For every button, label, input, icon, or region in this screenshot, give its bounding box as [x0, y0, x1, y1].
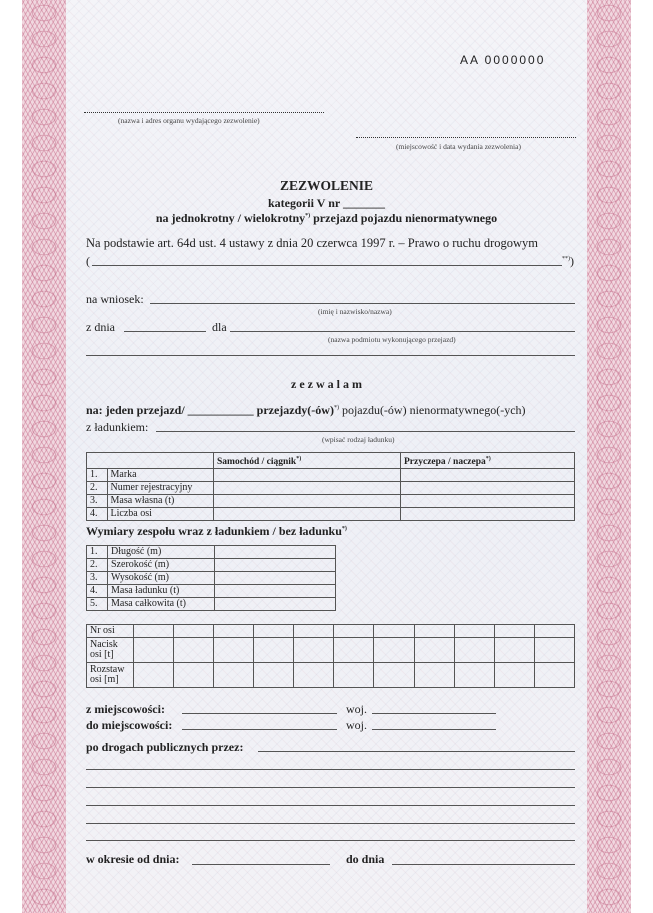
from-voivodeship-field[interactable] — [372, 713, 496, 714]
table-row: 1. Marka — [87, 469, 575, 482]
roads-label: po drogach publicznych przez: — [86, 740, 244, 754]
table-row: 4. Masa ładunku (t) — [87, 585, 336, 598]
to-voivodeship-field[interactable] — [372, 729, 496, 730]
from-place-label: z miejscowości: — [86, 702, 165, 716]
axle-cell[interactable] — [174, 625, 214, 638]
axle-cell[interactable] — [214, 638, 254, 663]
period-from-field[interactable] — [192, 864, 330, 865]
guilloche-border-right — [587, 0, 631, 913]
subtitle-sup: *) — [305, 213, 311, 219]
axle-cell[interactable] — [174, 663, 214, 688]
for-label: dla — [212, 320, 227, 334]
roads-field-line[interactable] — [86, 840, 575, 841]
axle-cell[interactable] — [494, 663, 534, 688]
name-caption: (imię i nazwisko/nazwa) — [318, 307, 392, 316]
request-field[interactable] — [150, 303, 575, 304]
tractor-cell[interactable] — [214, 508, 401, 521]
axle-cell[interactable] — [454, 663, 494, 688]
axle-cell[interactable] — [254, 663, 294, 688]
to-voivodeship-label: woj. — [346, 718, 367, 732]
tractor-cell[interactable] — [214, 482, 401, 495]
place-date-field[interactable] — [356, 137, 576, 138]
roads-field-line[interactable] — [86, 805, 575, 806]
from-voivodeship-label: woj. — [346, 702, 367, 716]
legal-close: **)) — [562, 254, 574, 268]
axle-cell[interactable] — [294, 625, 334, 638]
vehicle-table — [86, 452, 575, 521]
roads-field-line[interactable] — [86, 823, 575, 824]
roads-field-line[interactable] — [86, 769, 575, 770]
trips-vehicle-label: pojazdu(-ów) nienormatywnego(-ych) — [338, 403, 526, 417]
date-label: z dnia — [86, 320, 115, 334]
axle-cell[interactable] — [374, 625, 414, 638]
axle-cell[interactable] — [294, 638, 334, 663]
subtitle-post: przejazd pojazdu nienormatywnego — [310, 211, 498, 225]
axle-cell[interactable] — [534, 638, 574, 663]
table-row: 5. Masa całkowita (t) — [87, 598, 336, 611]
axle-cell[interactable] — [454, 625, 494, 638]
axle-cell[interactable] — [494, 638, 534, 663]
axle-cell[interactable] — [414, 638, 454, 663]
subtitle-line — [0, 211, 653, 226]
to-place-label: do miejscowości: — [86, 718, 173, 732]
table-row: Nacisk osi [t] — [87, 638, 575, 663]
axle-table — [86, 624, 575, 688]
table-row: 2. Numer rejestracyjny — [87, 482, 575, 495]
period-from-label: w okresie od dnia: — [86, 852, 180, 866]
issuer-caption: (nazwa i adres organu wydającego zezwolenie) — [118, 116, 260, 125]
axle-cell[interactable] — [254, 625, 294, 638]
place-date-caption: (miejscowość i data wydania zezwolenia) — [396, 142, 521, 151]
dims-value-cell[interactable] — [215, 585, 336, 598]
axle-cell[interactable] — [134, 663, 174, 688]
dims-value-cell[interactable] — [215, 546, 336, 559]
entity-field-line2[interactable] — [86, 355, 575, 356]
tractor-cell[interactable] — [214, 469, 401, 482]
subtitle-pre: na jednokrotny / wielokrotny — [155, 211, 306, 225]
table-row: 3. Masa własna (t) — [87, 495, 575, 508]
table-row: Nr osi — [87, 625, 575, 638]
page-margin-right — [631, 0, 653, 913]
entity-caption: (nazwa podmiotu wykonującego przejazd) — [328, 335, 456, 344]
trailer-cell[interactable] — [401, 482, 575, 495]
document-title: ZEZWOLENIE — [279, 178, 374, 193]
dims-value-cell[interactable] — [215, 559, 336, 572]
guilloche-border-left — [22, 0, 66, 913]
axle-cell[interactable] — [414, 663, 454, 688]
table-row: 2. Szerokość (m) — [87, 559, 336, 572]
axle-cell[interactable] — [454, 638, 494, 663]
legal-open-paren: ( — [86, 254, 90, 268]
table-row — [87, 453, 575, 469]
table-row: Rozstaw osi [m] — [87, 663, 575, 688]
axle-cell[interactable] — [334, 638, 374, 663]
issuer-field[interactable] — [84, 112, 324, 113]
axle-cell[interactable] — [374, 663, 414, 688]
to-place-field[interactable] — [182, 729, 337, 730]
axle-cell[interactable] — [414, 625, 454, 638]
table-row: 1. Długość (m) — [87, 546, 336, 559]
legal-field[interactable] — [92, 265, 562, 266]
load-field[interactable] — [156, 431, 575, 432]
grant-heading: z e z w a l a m — [291, 377, 362, 391]
dims-table — [86, 545, 336, 611]
axle-cell[interactable] — [334, 625, 374, 638]
table-row: 4. Liczba osi — [87, 508, 575, 521]
axle-cell[interactable] — [134, 638, 174, 663]
trips-line: na: jeden przejazd/ ___________ przejazdy(-ów)*) pojazdu(-ów) nienormatywnego(-ych) — [86, 403, 526, 417]
page-margin-left — [0, 0, 22, 913]
dims-value-cell[interactable] — [215, 598, 336, 611]
axle-cell[interactable] — [334, 663, 374, 688]
period-to-label: do dnia — [346, 852, 385, 866]
roads-field[interactable] — [258, 751, 575, 752]
dims-title: Wymiary zespołu wraz z ładunkiem / bez ładunku*) — [86, 524, 347, 538]
legal-basis: Na podstawie art. 64d ust. 4 ustawy z dnia 20 czerwca 1997 r. – Prawo o ruchu drogowym — [86, 236, 538, 250]
axle-cell[interactable] — [494, 625, 534, 638]
axle-cell[interactable] — [534, 625, 574, 638]
table-row: 3. Wysokość (m) — [87, 572, 336, 585]
serial-number: AA 0000000 — [460, 53, 546, 67]
trailer-cell[interactable] — [401, 469, 575, 482]
vehicle-header-trailer: Przyczepa / naczepa*) — [401, 453, 575, 469]
axle-cell[interactable] — [214, 625, 254, 638]
trailer-cell[interactable] — [401, 495, 575, 508]
axle-cell[interactable] — [294, 663, 334, 688]
trips-count-label: na: jeden przejazd/ ___________ przejazdy(-ów) — [86, 403, 334, 417]
date-field[interactable] — [124, 331, 206, 332]
trailer-cell[interactable] — [401, 508, 575, 521]
tractor-cell[interactable] — [214, 495, 401, 508]
request-label: na wniosek: — [86, 292, 144, 306]
axle-cell[interactable] — [214, 663, 254, 688]
axle-cell[interactable] — [534, 663, 574, 688]
category-line: kategorii V nr _______ — [267, 196, 385, 210]
dims-value-cell[interactable] — [215, 572, 336, 585]
entity-field[interactable] — [230, 331, 575, 332]
period-to-field[interactable] — [392, 864, 575, 865]
load-label: z ładunkiem: — [86, 420, 149, 434]
from-place-field[interactable] — [182, 713, 337, 714]
axle-cell[interactable] — [174, 638, 214, 663]
roads-field-line[interactable] — [86, 787, 575, 788]
axle-cell[interactable] — [134, 625, 174, 638]
axle-cell[interactable] — [254, 638, 294, 663]
vehicle-header-tractor: Samochód / ciągnik*) — [214, 453, 401, 469]
load-caption: (wpisać rodzaj ładunku) — [322, 435, 395, 444]
axle-cell[interactable] — [374, 638, 414, 663]
